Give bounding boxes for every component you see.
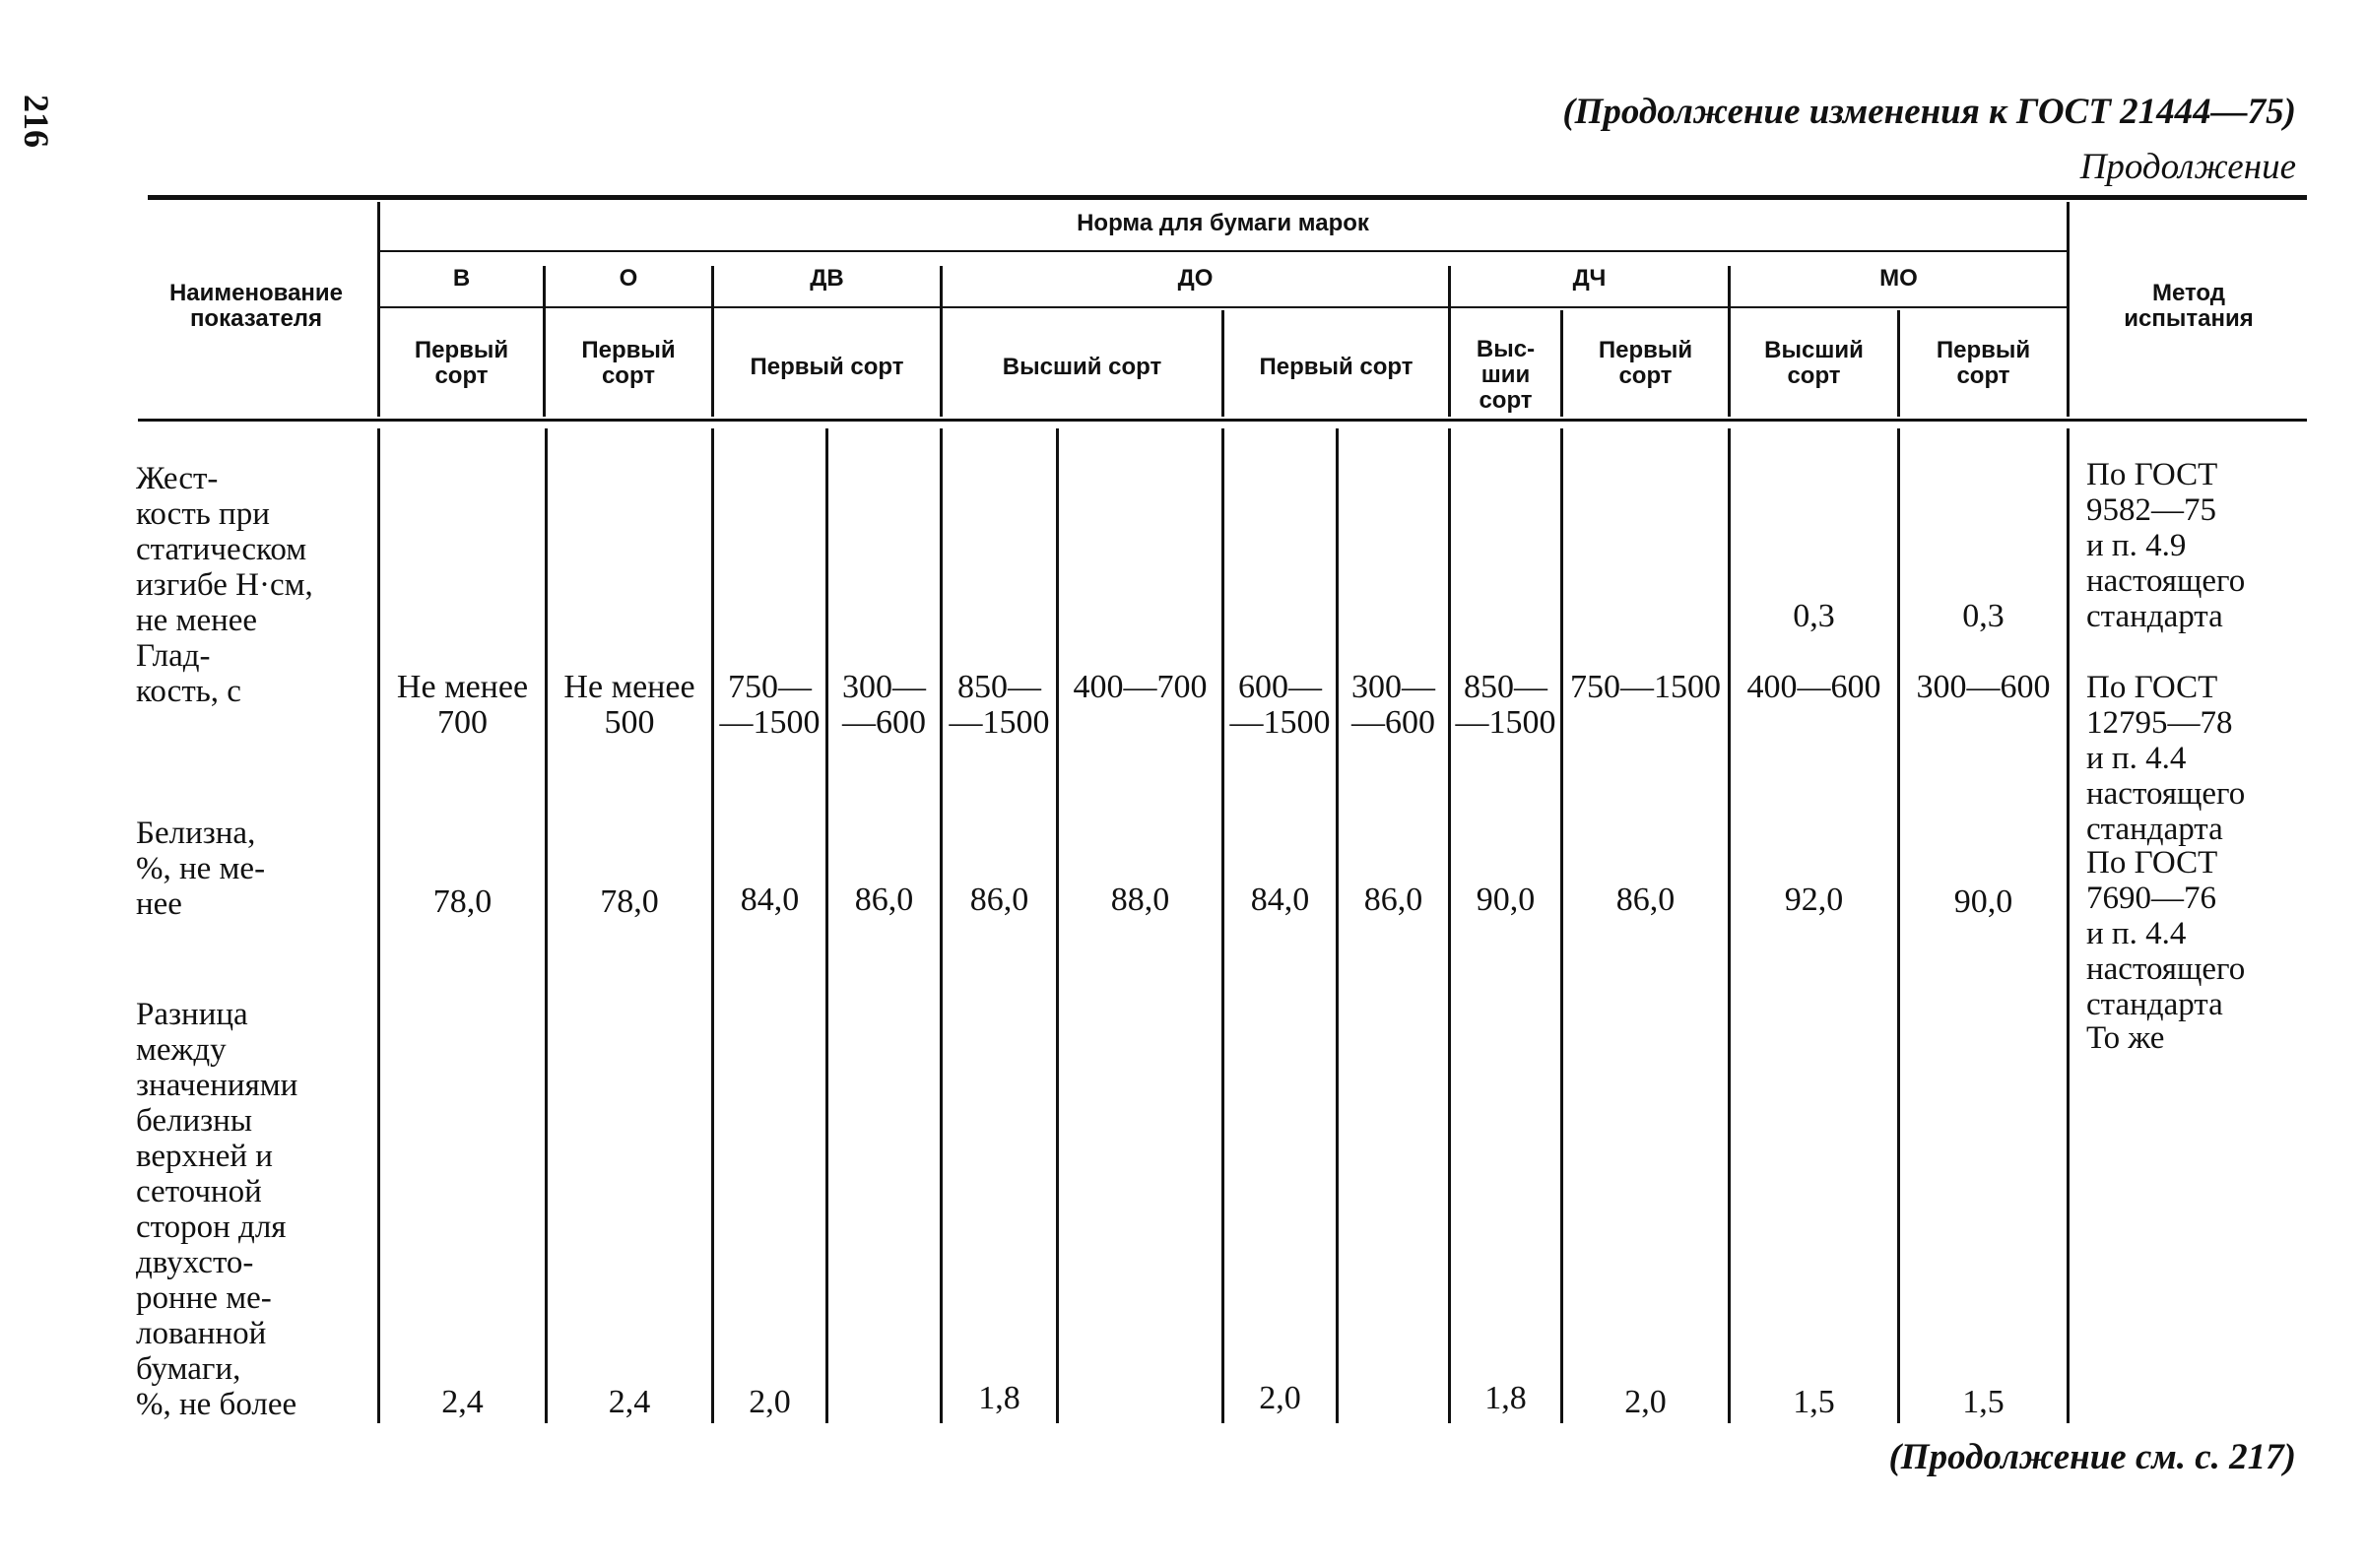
grade-header: Первый сорт [1598, 337, 1693, 389]
method-whiteness: По ГОСТ 7690—76 и п. 4.4 настоящего стандарта [2086, 845, 2246, 1022]
header-reference: (Продолжение изменения к ГОСТ 21444—75) [1562, 92, 2296, 132]
continuation-label: Продолжение [2079, 147, 2296, 187]
table-cell: 86,0 [1363, 882, 1423, 918]
body-divider [2067, 428, 2070, 1423]
table-cell: 750— —1500 [719, 669, 821, 741]
table-cell: 850— —1500 [1455, 669, 1556, 741]
header-bottom-rule [138, 419, 2307, 422]
brand-header: МО [1879, 265, 1918, 292]
method-whiteness-difference: То же [2086, 1020, 2165, 1056]
table-cell: 750—1500 [1570, 669, 1721, 705]
table-cell: 2,0 [1259, 1380, 1301, 1416]
method-column-header: Метод испытания [2124, 280, 2254, 332]
body-divider [1336, 428, 1339, 1423]
table-cell: 300— —600 [1351, 669, 1435, 741]
brand-header: В [452, 265, 471, 292]
table-cell: 86,0 [854, 882, 914, 918]
brand-header: О [619, 265, 638, 292]
table-cell: 86,0 [1615, 882, 1676, 918]
norm-header-rule [379, 250, 2067, 252]
table-cell: 400—600 [1746, 669, 1881, 705]
brand-header: ДВ [810, 265, 844, 292]
grade-header: Высший сорт [1764, 337, 1864, 389]
page-number: 216 [17, 95, 56, 148]
norm-column-header: Норма для бумаги марок [1077, 210, 1369, 236]
table-cell: 88,0 [1110, 882, 1170, 918]
header-divider [2067, 202, 2070, 417]
grade-header: Выс- шии сорт [1476, 336, 1536, 414]
body-divider [711, 428, 714, 1423]
table-cell: 84,0 [740, 882, 800, 918]
table-cell: 300— —600 [842, 669, 926, 741]
grade-header: Первый сорт [414, 337, 509, 389]
body-divider [1728, 428, 1731, 1423]
table-cell: 0,3 [1793, 598, 1835, 634]
body-divider [1448, 428, 1451, 1423]
indicator-smoothness: Глад- кость, с [136, 638, 241, 709]
grade-header: Высший сорт [1002, 354, 1162, 380]
table-cell: 1,5 [1793, 1384, 1835, 1420]
table-cell: 400—700 [1073, 669, 1208, 705]
table-cell: 1,5 [1962, 1384, 2005, 1420]
table-cell: 86,0 [969, 882, 1029, 918]
table-cell: 300—600 [1916, 669, 2051, 705]
grade-header: Первый сорт [1936, 337, 2031, 389]
body-divider [1897, 428, 1900, 1423]
grade-header: Первый сорт [750, 354, 904, 380]
body-divider [1221, 428, 1224, 1423]
method-smoothness: По ГОСТ 12795—78 и п. 4.4 настоящего стандарта [2086, 670, 2246, 847]
method-stiffness: По ГОСТ 9582—75 и п. 4.9 настоящего стандарта [2086, 457, 2246, 634]
table-top-rule [148, 195, 2307, 200]
table-cell: 90,0 [1476, 882, 1536, 918]
indicator-stiffness: Жест- кость при статическом изгибе Н·см, не менее [136, 461, 313, 638]
grade-header: Первый сорт [1259, 354, 1414, 380]
indicator-whiteness-difference: Разница между значениями белизны верхней и сеточной сторон для двухсто- ронне ме- лованной бумаги, %, не более [136, 997, 298, 1422]
indicator-whiteness: Белизна, %, не ме- нее [136, 816, 266, 922]
table-cell: Не менее 700 [396, 669, 529, 741]
body-divider [940, 428, 943, 1423]
body-divider [545, 428, 548, 1423]
footer-continuation: (Продолжение см. с. 217) [1888, 1437, 2296, 1477]
grade-header: Первый сорт [581, 337, 676, 389]
table-cell: 0,3 [1962, 598, 2005, 634]
brand-header: ДО [1177, 265, 1214, 292]
body-divider [1560, 428, 1563, 1423]
body-divider [825, 428, 828, 1423]
brand-header-rule [379, 306, 2067, 308]
table-cell: 78,0 [432, 883, 493, 920]
table-cell: 1,8 [1484, 1380, 1527, 1416]
table-cell: Не менее 500 [563, 669, 695, 741]
brand-header: ДЧ [1572, 265, 1607, 292]
table-cell: 84,0 [1250, 882, 1310, 918]
table-cell: 1,8 [978, 1380, 1020, 1416]
table-cell: 78,0 [600, 883, 659, 920]
table-cell: 92,0 [1784, 882, 1844, 918]
indicator-column-header: Наименование показателя [168, 280, 344, 332]
table-cell: 2,0 [1624, 1384, 1667, 1420]
table-cell: 850— —1500 [949, 669, 1050, 741]
table-cell: 90,0 [1953, 883, 2013, 920]
body-divider [377, 428, 380, 1423]
table-cell: 2,4 [608, 1384, 651, 1420]
table-cell: 2,4 [441, 1384, 484, 1420]
table-cell: 600— —1500 [1229, 669, 1331, 741]
table-cell: 2,0 [749, 1384, 791, 1420]
body-divider [1056, 428, 1059, 1423]
